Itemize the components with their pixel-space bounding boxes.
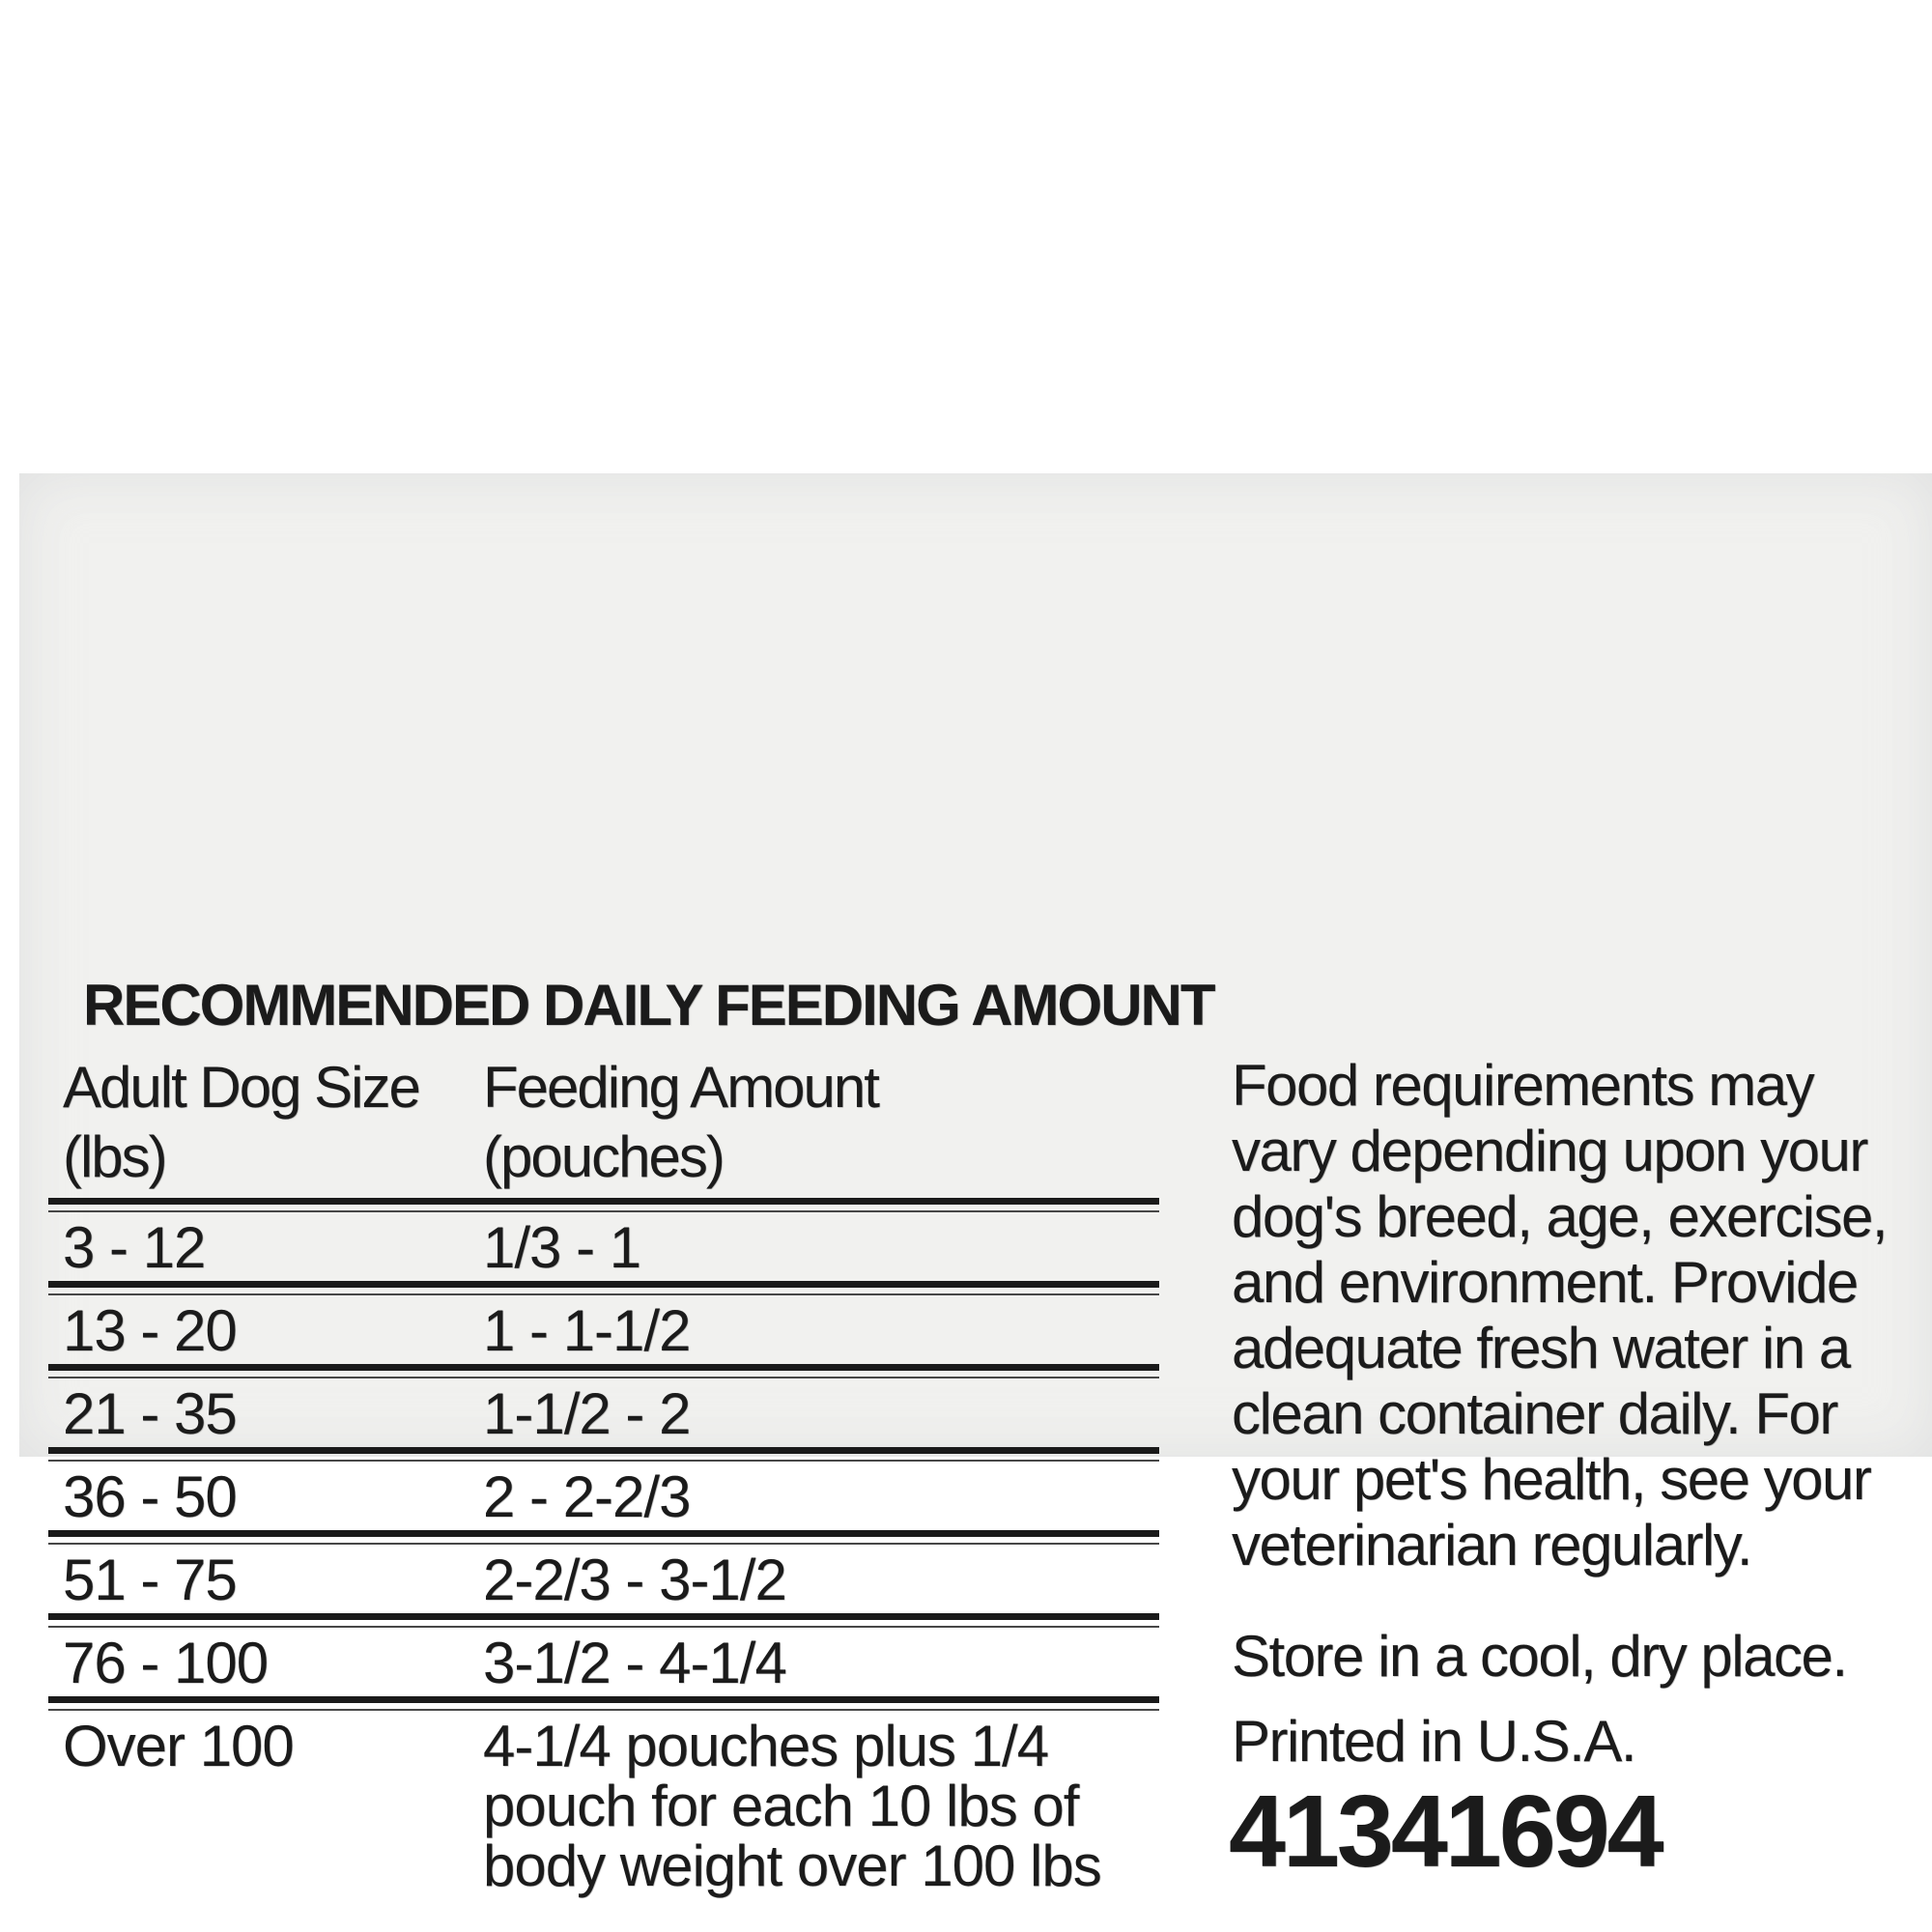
feeding-requirements-note: Food requirements may vary depending upon your dog's breed, age, exercise, and environment. Provide adequate fresh water in a clean container daily. For your pet's health, see your veterinarian regularly. (1232, 1053, 1888, 1577)
table-row (48, 1712, 1159, 1896)
dog-size-cell: 51 - 75 (63, 1548, 237, 1612)
dog-size-cell: 36 - 50 (63, 1464, 237, 1529)
page-title: RECOMMENDED DAILY FEEDING AMOUNT (83, 973, 1214, 1037)
column-header-dog-size-unit: (lbs) (63, 1124, 166, 1189)
printed-in-usa-note: Printed in U.S.A. (1232, 1709, 1636, 1774)
dog-size-cell: Over 100 (63, 1714, 294, 1778)
row-separator (48, 1696, 1159, 1712)
feeding-amount-cell: 2-2/3 - 3-1/2 (483, 1548, 786, 1612)
feeding-amount-cell: 4-1/4 pouches plus 1/4 pouch for each 10 lbs of body weight over 100 lbs (483, 1714, 1101, 1898)
feeding-amount-cell: 1/3 - 1 (483, 1215, 641, 1280)
row-separator (48, 1281, 1159, 1296)
dog-size-cell: 13 - 20 (63, 1298, 237, 1363)
table-row (48, 1296, 1159, 1364)
table-row (48, 1213, 1159, 1281)
column-header-feeding-amount (483, 1053, 878, 1192)
dog-size-cell: 21 - 35 (63, 1381, 237, 1446)
item-code: 41341694 (1229, 1775, 1662, 1889)
row-separator (48, 1364, 1159, 1379)
table-row (48, 1629, 1159, 1696)
table-row (48, 1463, 1159, 1530)
row-separator (48, 1530, 1159, 1546)
label-panel (19, 473, 1932, 1898)
row-separator (48, 1613, 1159, 1629)
feeding-amount-cell: 3-1/2 - 4-1/4 (483, 1631, 786, 1695)
feeding-amount-cell: 1 - 1-1/2 (483, 1298, 691, 1363)
table-row (48, 1546, 1159, 1613)
storage-note: Store in a cool, dry place. (1232, 1624, 1847, 1689)
dog-size-cell: 76 - 100 (63, 1631, 269, 1695)
dog-size-cell: 3 - 12 (63, 1215, 206, 1280)
column-header-feeding-amount-unit: (pouches) (483, 1124, 724, 1189)
column-header-feeding-amount-line1: Feeding Amount (483, 1055, 878, 1120)
row-separator (48, 1198, 1159, 1213)
column-header-dog-size (63, 1053, 419, 1192)
row-separator (48, 1447, 1159, 1463)
feeding-amount-cell: 1-1/2 - 2 (483, 1381, 691, 1446)
column-header-dog-size-line1: Adult Dog Size (63, 1055, 419, 1120)
feeding-table (48, 1198, 1159, 1896)
feeding-amount-cell: 2 - 2-2/3 (483, 1464, 691, 1529)
table-row (48, 1379, 1159, 1447)
